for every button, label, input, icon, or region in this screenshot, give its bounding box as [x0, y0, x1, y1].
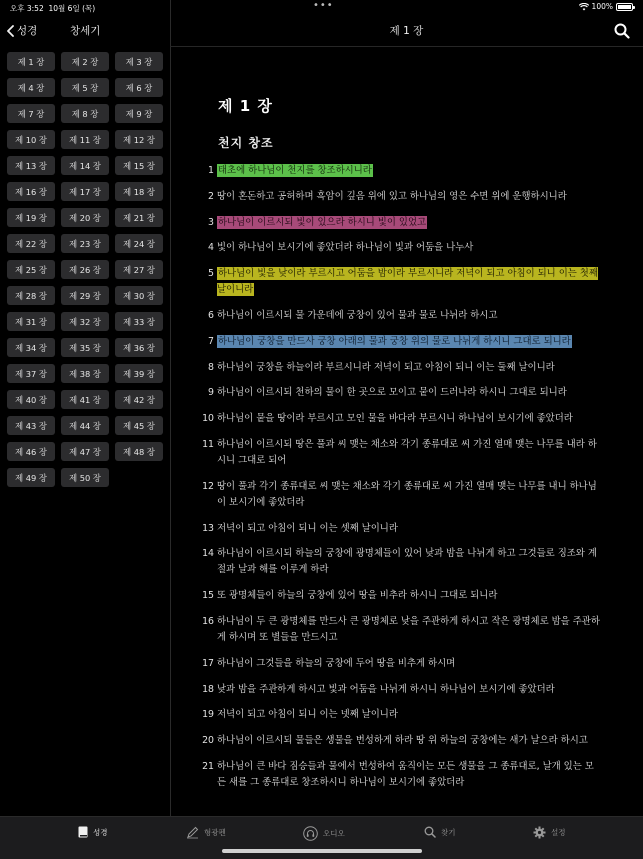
- chapter-button[interactable]: 제 26 장: [61, 260, 109, 279]
- tab-audio[interactable]: [303, 826, 345, 841]
- verse[interactable]: [200, 385, 600, 401]
- chapter-button[interactable]: 제 6 장: [115, 78, 163, 97]
- chapter-button[interactable]: 제 21 장: [115, 208, 163, 227]
- verse[interactable]: [200, 588, 600, 604]
- chapter-grid: [7, 52, 164, 487]
- verse-number: 21: [202, 760, 214, 772]
- verse-number: 12: [202, 480, 214, 492]
- wifi-icon: [579, 3, 589, 11]
- verse-text: 하나님이 뭍을 땅이라 부르시고 모인 물을 바다라 부르시니 하나님이 보시기에 좋았더라: [217, 413, 573, 425]
- tab-highlighter-label: 형광펜: [204, 828, 226, 837]
- verse-text: 하나님이 궁창을 만드사 궁창 아래의 물과 궁창 위의 물로 나뉘게 하시니 그대로 되니라: [218, 335, 571, 347]
- verse-number: 5: [208, 268, 214, 280]
- verse-text: 태초에 하나님이 천지를 창조하시니라: [218, 165, 372, 176]
- chapter-button[interactable]: 제 17 장: [61, 182, 109, 201]
- verse-text: 하나님이 두 큰 광명체를 만드사 큰 광명체로 낮을 주관하게 하시고 작은 광명체로 밤을 주관하게 하시며 또 별들을 만드시고: [217, 615, 600, 643]
- verse[interactable]: [200, 546, 600, 578]
- verse[interactable]: [200, 614, 600, 646]
- verse[interactable]: [200, 707, 600, 723]
- chapter-button[interactable]: 제 2 장: [61, 52, 109, 71]
- verse[interactable]: [200, 308, 600, 324]
- verse-number: 1: [208, 165, 214, 176]
- tab-settings-label: 설정: [551, 828, 566, 837]
- verse-number: 19: [202, 709, 214, 721]
- chapter-button[interactable]: 제 41 장: [61, 390, 109, 409]
- verse-text: 저녁이 되고 아침이 되니 이는 넷째 날이니라: [217, 709, 398, 721]
- verse-text: 하나님이 이르시되 빛이 있으라 하시니 빛이 있었고: [218, 216, 427, 228]
- sidebar-header: [0, 14, 170, 46]
- chapter-button[interactable]: 제 35 장: [61, 338, 109, 357]
- tab-highlighter[interactable]: [186, 826, 226, 839]
- chapter-button[interactable]: 제 22 장: [7, 234, 55, 253]
- chapter-button[interactable]: 제 49 장: [7, 468, 55, 487]
- verse-number: 11: [202, 438, 214, 450]
- chapter-button[interactable]: 제 29 장: [61, 286, 109, 305]
- verse-text: 땅이 혼돈하고 공허하며 흑암이 깊음 위에 있고 하나님의 영은 수면 위에 운행하시니라: [217, 190, 567, 202]
- verse[interactable]: [200, 656, 600, 672]
- chapter-button[interactable]: 제 4 장: [7, 78, 55, 97]
- chapter-button[interactable]: 제 3 장: [115, 52, 163, 71]
- verse-number: 14: [202, 548, 214, 560]
- verse-number: 7: [208, 335, 214, 347]
- verse[interactable]: [200, 521, 600, 537]
- chapter-button[interactable]: 제 16 장: [7, 182, 55, 201]
- chapter-button[interactable]: 제 42 장: [115, 390, 163, 409]
- search-button[interactable]: [614, 23, 632, 41]
- book-title: 창세기: [70, 25, 101, 37]
- verse-text: 하나님이 빛을 낮이라 부르시고 어둠을 밤이라 부르시니라 저녁이 되고 아침이 되니 이는 첫째 날이니라: [217, 268, 598, 296]
- chapter-button[interactable]: 제 33 장: [115, 312, 163, 331]
- verse[interactable]: [200, 360, 600, 376]
- chapter-button[interactable]: 제 1 장: [7, 52, 55, 71]
- chapter-button[interactable]: 제 23 장: [61, 234, 109, 253]
- verse-text: 땅이 풀과 각기 종류대로 씨 맺는 채소와 각기 종류대로 씨 가진 열매 맺는 나무를 내니 하나님이 보시기에 좋았더라: [217, 480, 597, 508]
- chevron-left-icon: [6, 25, 15, 37]
- verse[interactable]: [200, 266, 600, 298]
- tab-search[interactable]: [424, 826, 456, 838]
- chapter-button[interactable]: 제 39 장: [115, 364, 163, 383]
- chapter-button[interactable]: 제 31 장: [7, 312, 55, 331]
- chapter-button[interactable]: 제 50 장: [61, 468, 109, 487]
- verse[interactable]: [200, 334, 600, 350]
- verse[interactable]: [200, 189, 600, 205]
- search-icon: [614, 23, 630, 39]
- verse-text: 하나님이 이르시되 땅은 풀과 씨 맺는 채소와 각기 종류대로 씨 가진 열매 맺는 나무를 내라 하시니 그대로 되어: [217, 438, 597, 466]
- home-indicator[interactable]: [222, 849, 422, 853]
- book-icon: [78, 826, 88, 838]
- chapter-button[interactable]: 제 5 장: [61, 78, 109, 97]
- verse-text: 하나님이 궁창을 하늘이라 부르시니라 저녁이 되고 아침이 되니 이는 둘째 날이니라: [217, 361, 555, 373]
- chapter-button[interactable]: 제 48 장: [115, 442, 163, 461]
- chapter-button[interactable]: 제 11 장: [61, 130, 109, 149]
- tab-search-label: 찾기: [441, 827, 456, 837]
- verse-number: 2: [208, 190, 214, 202]
- verse-text: 하나님이 그것들을 하늘의 궁창에 두어 땅을 비추게 하시며: [217, 657, 456, 669]
- verse-text: 저녁이 되고 아침이 되니 이는 셋째 날이니라: [217, 522, 398, 534]
- battery-icon: [616, 3, 633, 11]
- chapter-heading: 제 1 장: [218, 97, 273, 115]
- sidebar-divider: [170, 0, 171, 816]
- verse-text: 하나님이 이르시되 물들은 생물을 번성하게 하라 땅 위 하늘의 궁창에는 새가 날으라 하시고: [217, 735, 588, 747]
- verse-number: 10: [202, 413, 214, 425]
- verse[interactable]: [200, 479, 600, 511]
- verse-number: 4: [208, 242, 214, 254]
- chapter-button[interactable]: 제 25 장: [7, 260, 55, 279]
- verse[interactable]: [200, 163, 600, 179]
- chapter-button[interactable]: 제 14 장: [61, 156, 109, 175]
- chapter-button[interactable]: 제 19 장: [7, 208, 55, 227]
- chapter-button[interactable]: 제 45 장: [115, 416, 163, 435]
- verse-number: 13: [202, 522, 214, 534]
- chapter-button[interactable]: 제 20 장: [61, 208, 109, 227]
- verse-number: 15: [202, 590, 214, 602]
- section-heading: 천지 창조: [218, 136, 274, 150]
- chapter-button[interactable]: 제 13 장: [7, 156, 55, 175]
- chapter-button[interactable]: 제 7 장: [7, 104, 55, 123]
- verse-number: 9: [208, 387, 214, 399]
- chapter-button[interactable]: 제 10 장: [7, 130, 55, 149]
- verse[interactable]: [200, 240, 600, 256]
- tab-audio-label: 오디오: [323, 829, 345, 838]
- pencil-icon: [186, 826, 199, 839]
- verse[interactable]: [200, 733, 600, 749]
- nav-title: 제 1 장: [389, 25, 424, 37]
- tab-bible[interactable]: [78, 826, 108, 838]
- verse[interactable]: [200, 411, 600, 427]
- chapter-button[interactable]: 제 47 장: [61, 442, 109, 461]
- chapter-button[interactable]: 제 40 장: [7, 390, 55, 409]
- chapter-button[interactable]: 제 15 장: [115, 156, 163, 175]
- verse-number: 17: [202, 657, 214, 669]
- status-bar: [0, 0, 643, 14]
- verse-number: 18: [202, 683, 214, 695]
- chapter-button[interactable]: 제 12 장: [115, 130, 163, 149]
- chapter-button[interactable]: 제 34 장: [7, 338, 55, 357]
- chapter-button[interactable]: 제 44 장: [61, 416, 109, 435]
- status-date: 10월 6일 (목): [48, 4, 96, 13]
- verse-number: 3: [208, 216, 214, 228]
- battery-percent: 100%: [591, 2, 613, 11]
- chapter-button[interactable]: 제 27 장: [115, 260, 163, 279]
- header-divider: [170, 46, 643, 47]
- chapter-button[interactable]: 제 38 장: [61, 364, 109, 383]
- chapter-button[interactable]: 제 24 장: [115, 234, 163, 253]
- verse-number: 20: [202, 735, 214, 747]
- gear-icon: [533, 826, 546, 839]
- verse[interactable]: [200, 682, 600, 698]
- verse-text: 하나님이 이르시되 물 가운데에 궁창이 있어 물과 물로 나뉘라 하시고: [217, 309, 498, 321]
- verse-text: 하나님이 이르시되 하늘의 궁창에 광명체들이 있어 낮과 밤을 나뉘게 하고 그것들로 징조와 계절과 날과 해를 이루게 하라: [217, 548, 597, 576]
- headphones-icon: [303, 826, 318, 841]
- chapter-button[interactable]: 제 9 장: [115, 104, 163, 123]
- verse-number: 8: [208, 361, 214, 373]
- verse-number: 16: [202, 615, 214, 627]
- verse[interactable]: [200, 759, 600, 791]
- verse-list: [200, 163, 600, 801]
- chapter-button[interactable]: 제 8 장: [61, 104, 109, 123]
- tab-bible-label: 성경: [93, 827, 108, 837]
- verse[interactable]: [200, 215, 600, 231]
- back-button-label: 성경: [17, 25, 38, 37]
- multitasking-dots-icon[interactable]: •••: [313, 0, 334, 11]
- verse-text: 또 광명체들이 하늘의 궁창에 있어 땅을 비추라 하시니 그대로 되니라: [217, 590, 498, 602]
- verse-text: 빛이 하나님이 보시기에 좋았더라 하나님이 빛과 어둠을 나누사: [217, 242, 474, 254]
- verse-text: 하나님이 큰 바다 짐승들과 물에서 번성하여 움직이는 모든 생물을 그 종류대로, 날개 있는 모든 새를 그 종류대로 창조하시니 하나님이 보시기에 좋았더라: [217, 760, 594, 788]
- chapter-button[interactable]: 제 43 장: [7, 416, 55, 435]
- status-time: 오후 3:52 10월 6일 (목): [10, 4, 96, 13]
- tab-settings[interactable]: [533, 826, 566, 839]
- chapter-button[interactable]: 제 30 장: [115, 286, 163, 305]
- chapter-button[interactable]: 제 46 장: [7, 442, 55, 461]
- search-icon: [424, 826, 436, 838]
- verse-number: 6: [208, 309, 214, 321]
- chapter-button[interactable]: 제 37 장: [7, 364, 55, 383]
- chapter-button[interactable]: 제 28 장: [7, 286, 55, 305]
- chapter-button[interactable]: 제 32 장: [61, 312, 109, 331]
- verse-text: 낮과 밤을 주관하게 하시고 빛과 어둠을 나뉘게 하시니 하나님이 보시기에 좋았더라: [217, 683, 555, 695]
- verse-text: 하나님이 이르시되 천하의 물이 한 곳으로 모이고 뭍이 드러나라 하시니 그대로 되니라: [217, 387, 567, 399]
- chapter-button[interactable]: 제 18 장: [115, 182, 163, 201]
- back-button[interactable]: [6, 23, 37, 38]
- status-right: [579, 2, 633, 11]
- chapter-button[interactable]: 제 36 장: [115, 338, 163, 357]
- verse[interactable]: [200, 437, 600, 469]
